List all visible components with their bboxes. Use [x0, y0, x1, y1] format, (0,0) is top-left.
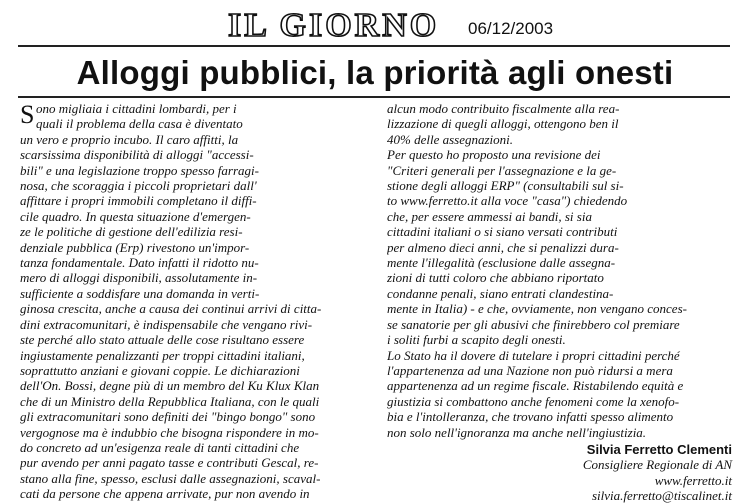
text-line: non solo nell'ignoranza ma anche nell'ingiustizia.: [387, 424, 647, 440]
text-line: cittadini italiani o si siano versati contributi: [387, 224, 618, 240]
author-name: Silvia Ferretto Clementi: [586, 441, 732, 457]
text-line: un vero e proprio incubo. Il caro affitti, la: [20, 131, 239, 147]
author-role: Consigliere Regionale di AN: [582, 457, 732, 473]
text-line: 40% delle assegnazioni.: [387, 131, 514, 147]
text-line: soprattutto anziani e giovani coppie. Le dichiarazioni: [20, 362, 300, 378]
author-email: silvia.ferretto@tiscalinet.it: [591, 488, 732, 504]
text-line: quali il problema della casa è diventato: [36, 116, 243, 132]
text-line: vergognose ma è indubbio che bisogna rispondere in mo-: [20, 424, 319, 440]
text-line: mero di alloggi disponibili, assolutamente in-: [20, 270, 258, 286]
text-line: ono migliaia i cittadini lombardi, per i: [36, 101, 237, 116]
text-line: per almeno dieci anni, che si penalizzi dura-: [387, 239, 619, 255]
text-line: Lo Stato ha il dovere di tutelare i propri cittadini perché: [387, 347, 680, 363]
publication-date: 06/12/2003: [468, 19, 554, 38]
text-line: zioni di tutti coloro che abbiano riportato: [387, 270, 604, 286]
text-line: nosa, che scoraggia i piccoli proprietari dall': [20, 178, 257, 194]
article-headline: Alloggi pubblici, la priorità agli onesti: [76, 54, 674, 91]
text-line: alcun modo contribuito fiscalmente alla rea-: [387, 101, 620, 116]
text-line: dell'On. Bossi, degne più di un membro del Ku Klux Klan: [20, 378, 320, 394]
text-line: pur avendo per anni pagato tasse e contributi Gescal, re-: [20, 455, 319, 471]
text-line: ginosa crescita, anche a causa dei continui arrivi di citta-: [20, 301, 322, 317]
text-line: giustizia si combattono anche fenomeni come la xenofo-: [387, 393, 680, 409]
drop-cap: S: [20, 100, 35, 129]
text-line: stano alla fine, spesso, esclusi dalle assegnazioni, scaval-: [20, 470, 321, 486]
text-line: ingiustamente penalizzanti per troppi cittadini italiani,: [20, 347, 305, 363]
text-line: condanne penali, siano entrati clandestina-: [387, 285, 614, 301]
text-line: scarsissima disponibilità di alloggi "accessi-: [20, 147, 254, 163]
text-line: sufficiente a soddisfare una domanda in verti-: [20, 285, 260, 301]
text-line: i soliti furbi a scapito degli onesti.: [387, 332, 566, 348]
article-column-right: [387, 101, 732, 504]
text-line: "Criteri generali per l'assegnazione e la ge-: [387, 162, 617, 178]
text-line: Per questo ho proposto una revisione dei: [387, 147, 601, 163]
text-line: affittare i propri immobili completano il diffi-: [20, 193, 257, 209]
text-line: che, per essere ammessi ai bandi, si sia: [387, 208, 592, 224]
headline-rule-top: [18, 45, 730, 47]
text-line: l'appartenenza ad una Nazione non può ridursi a mera: [387, 362, 673, 378]
article-column-left: [20, 101, 368, 502]
text-line: cati da persone che appena arrivate, pur non avendo in: [20, 486, 310, 502]
text-line: cile quadro. In questa situazione d'emergen-: [20, 208, 251, 224]
text-line: tanza fondamentale. Dato infatti il ridotto nu-: [20, 255, 259, 271]
text-line: gli extracomunitari sono definiti dei "bingo bongo" sono: [20, 409, 316, 425]
author-website: www.ferretto.it: [654, 472, 732, 488]
text-line: ste perché allo stato attuale delle cose risultano essere: [20, 332, 305, 348]
text-line: do concreto ad un'esigenza reale di tanti cittadini che: [20, 439, 300, 455]
text-line: se sanatorie per gli abusivi che finirebbero col premiare: [387, 316, 680, 332]
text-line: to www.ferretto.it alla voce "casa") chiedendo: [387, 193, 628, 209]
author-signature: [387, 442, 732, 504]
text-line: ze le politiche di gestione dell'edilizia resi-: [20, 224, 243, 240]
text-line: mente l'illegalità (esclusione dalle assegna-: [387, 255, 616, 271]
text-line: bia e l'intolleranza, che trovano infatti spesso alimento: [387, 409, 674, 425]
text-line: denziale pubblica (Erp) rivestono un'impor-: [20, 239, 250, 255]
text-line: lizzazione di quegli alloggi, ottengono ben il: [387, 116, 619, 132]
text-line: stione degli alloggi ERP" (consultabili sul si-: [387, 178, 624, 194]
headline-rule-bottom: [18, 96, 730, 98]
text-line: dini extracomunitari, è indispensabile che vengano rivi-: [20, 316, 313, 332]
text-line: che di un Ministro della Repubblica Italiana, con le quali: [20, 393, 320, 409]
text-line: mente in Italia) - e che, ovviamente, non vengano conces-: [387, 301, 687, 317]
lead-paragraph: [20, 101, 368, 132]
text-line: bili" e una legislazione troppo spesso farragi-: [20, 162, 259, 178]
text-line: appartenenza ad un regime fiscale. Ristabilendo equità e: [387, 378, 684, 394]
newspaper-masthead: IL GIORNO: [228, 7, 440, 44]
